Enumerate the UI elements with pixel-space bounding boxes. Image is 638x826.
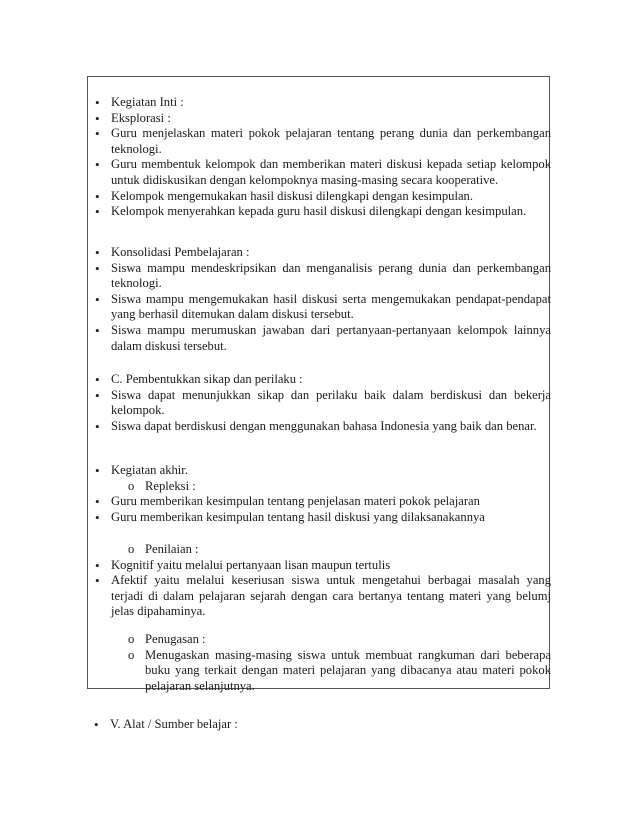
content-frame: [87, 76, 551, 693]
list-item: • Guru membentuk kelompok dan memberikan materi diskusi kepada setiap kelompok untuk didiskusikan dengan kelompoknya masing-masing secara kooperative.: [95, 157, 551, 187]
bullet-icon: •: [95, 157, 100, 173]
list-item: • Siswa mampu mengemukakan hasil diskusi serta mengemukakan pendapat-pendapat yang berhasil ditemukan dalam diskusi tersebut.: [95, 291, 551, 322]
bullet-icon: •: [95, 463, 100, 478]
konsolidasi-list: [88, 245, 551, 354]
bullet-icon: •: [95, 494, 100, 510]
bullet-icon: •: [95, 291, 100, 307]
bullet-icon: •: [95, 188, 100, 204]
kegiatan-inti-list: [88, 95, 551, 220]
sub-list-item: o Penilaian :: [128, 542, 199, 556]
bullet-icon: •: [95, 322, 100, 338]
list-item: • Guru memberikan kesimpulan tentang hasil diskusi yang dilaksanakannya: [95, 509, 485, 525]
penilaian-list: [88, 542, 551, 620]
list-item: • Siswa mampu merumuskan jawaban dari pertanyaan-pertanyaan kelompok lainnya dalam diskusi tersebut.: [95, 322, 551, 353]
list-item: • Kelompok menyerahkan kepada guru hasil diskusi dilengkapi dengan kesimpulan.: [95, 204, 527, 220]
pembentukkan-sikap-list: [88, 372, 551, 434]
kegiatan-akhir-list: [88, 463, 551, 525]
bullet-icon: •: [95, 387, 100, 403]
bullet-icon: •: [95, 126, 100, 142]
list-item: • Eksplorasi :: [95, 110, 171, 126]
list-item: • Siswa dapat menunjukkan sikap dan perilaku baik dalam berdiskusi dan bekerja kelompok.: [95, 387, 551, 418]
circle-bullet-icon: o: [128, 632, 135, 646]
circle-bullet-icon: o: [128, 647, 135, 662]
bullet-icon: •: [95, 509, 100, 525]
bullet-icon: •: [95, 95, 100, 110]
list-item: • V. Alat / Sumber belajar :: [94, 717, 238, 732]
bullet-icon: •: [95, 260, 100, 276]
list-item: • Konsolidasi Pembelajaran :: [95, 245, 250, 260]
list-item: • Kognitif yaitu melalui pertanyaan lisan maupun tertulis: [95, 557, 391, 573]
sub-list-item: o Repleksi :: [128, 478, 196, 493]
list-item: • Kegiatan akhir.: [95, 463, 188, 478]
bullet-icon: •: [95, 418, 100, 434]
circle-bullet-icon: o: [128, 542, 135, 556]
list-item: • Afektif yaitu melalui keseriusan siswa untuk mengetahui berbagai masalah yang terjadi di dalam pelajaran sejarah dengan cara bertanya tentang materi yang belumj jelas dipahaminya.: [95, 573, 551, 619]
list-item: • Siswa dapat berdiskusi dengan menggunakan bahasa Indonesia yang baik dan benar.: [95, 418, 537, 434]
bullet-icon: •: [95, 110, 100, 126]
list-item: • Guru menjelaskan materi pokok pelajaran tentang perang dunia dan perkembangan teknologi.: [95, 126, 551, 156]
alat-sumber-list: [87, 717, 550, 733]
bullet-icon: •: [95, 573, 100, 589]
list-item: • Siswa mampu mendeskripsikan dan menganalisis perang dunia dan perkembangan teknologi.: [95, 260, 551, 291]
list-item: • C. Pembentukkan sikap dan perilaku :: [95, 372, 303, 387]
list-item: • Guru memberikan kesimpulan tentang penjelasan materi pokok pelajaran: [95, 494, 480, 510]
circle-bullet-icon: o: [128, 478, 135, 493]
list-item: • Kelompok mengemukakan hasil diskusi dilengkapi dengan kesimpulan.: [95, 188, 474, 204]
penugasan-list: [88, 632, 551, 694]
bullet-icon: •: [95, 372, 100, 387]
sub-list-item: o Menugaskan masing-masing siswa untuk membuat rangkuman dari beberapa buku yang terkait dengan materi pelajaran yang dibacanya atau materi pokok pelajaran selanjutnya.: [128, 647, 551, 693]
bullet-icon: •: [95, 245, 100, 260]
sub-list-item: o Penugasan :: [128, 632, 206, 646]
bullet-icon: •: [95, 204, 100, 220]
bullet-icon: •: [94, 717, 99, 732]
bullet-icon: •: [95, 557, 100, 573]
list-item: • Kegiatan Inti :: [95, 95, 184, 110]
